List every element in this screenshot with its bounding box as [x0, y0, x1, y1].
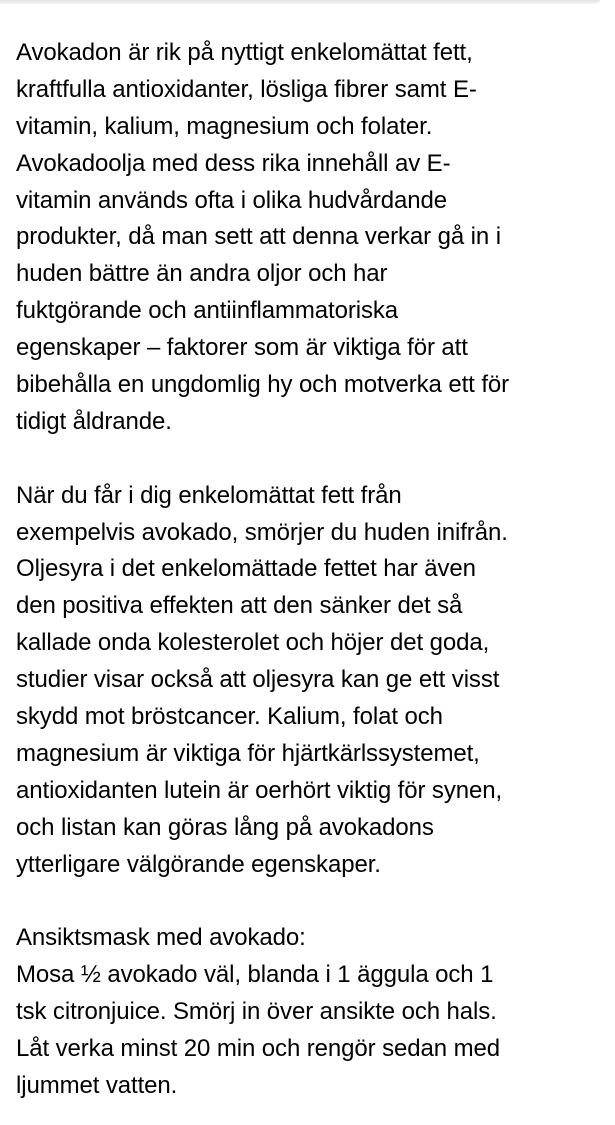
text-line: produkter, då man sett att denna verkar gå in i: [16, 223, 501, 251]
text-line: vitamin, kalium, magnesium och folater.: [16, 112, 433, 140]
text-line: Låt verka minst 20 min och rengör sedan med: [16, 1035, 500, 1063]
text-line: magnesium är viktiga för hjärtkärlssystemet,: [16, 739, 480, 767]
text-line: exempelvis avokado, smörjer du huden inifrån.: [16, 518, 508, 546]
text-line: fuktgörande och antiinflammatoriska: [16, 297, 399, 325]
text-line: kraftfulla antioxidanter, lösliga fibrer samt E-: [16, 75, 477, 103]
article-body: [16, 35, 606, 1105]
text-line: bibehålla en ungdomlig hy och motverka ett för: [16, 371, 510, 399]
text-line: den positiva effekten att den sänker det så: [16, 592, 463, 620]
recipe-heading: Ansiktsmask med avokado:: [16, 924, 306, 952]
top-divider: [0, 0, 600, 4]
text-line: Oljesyra i det enkelomättade fettet har även: [16, 555, 476, 583]
text-line: antioxidanten lutein är oerhört viktig för synen,: [16, 776, 503, 804]
text-line: ljummet vatten.: [16, 1071, 178, 1099]
paragraph-monounsaturated-fat: [16, 478, 606, 884]
text-line: ytterligare välgörande egenskaper.: [16, 850, 381, 878]
text-line: och listan kan göras lång på avokadons: [16, 813, 434, 841]
text-line: skydd mot bröstcancer. Kalium, folat och: [16, 703, 443, 731]
text-line: huden bättre än andra oljor och har: [16, 260, 388, 288]
text-line: tsk citronjuice. Smörj in över ansikte och hals.: [16, 998, 497, 1026]
text-line: studier visar också att oljesyra kan ge ett visst: [16, 666, 500, 694]
text-line: Avokadon är rik på nyttigt enkelomättat fett,: [16, 39, 473, 66]
paragraph-face-mask-recipe: [16, 920, 606, 1104]
text-line: egenskaper – faktorer som är viktiga för att: [16, 334, 468, 362]
text-line: kallade onda kolesterolet och höjer det goda,: [16, 629, 490, 657]
text-line: Avokadoolja med dess rika innehåll av E-: [16, 149, 451, 177]
text-line: När du får i dig enkelomättat fett från: [16, 481, 402, 509]
text-line: vitamin används ofta i olika hudvårdande: [16, 186, 447, 214]
text-line: tidigt åldrande.: [16, 407, 172, 435]
text-line: Mosa ½ avokado väl, blanda i 1 äggula och 1: [16, 961, 494, 989]
paragraph-avocado-benefits: [16, 35, 606, 441]
